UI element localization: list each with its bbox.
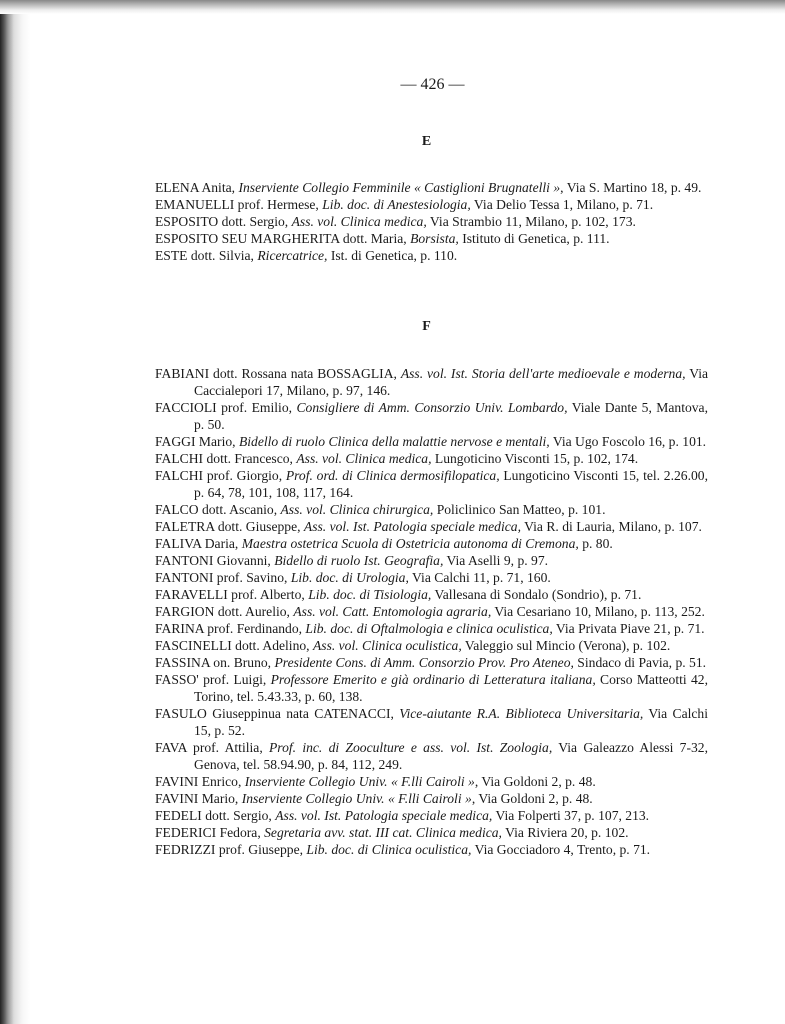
entry-role: Ass. vol. Clinica oculistica,	[312, 638, 462, 653]
directory-entry	[155, 467, 708, 501]
entry-name: FAVINI	[155, 774, 199, 789]
entry-title: prof. Giuseppe,	[215, 842, 307, 857]
entry-name: FARINA	[155, 621, 204, 636]
directory-entry	[155, 501, 708, 518]
entry-address: Vallesana di Sondalo (Sondrio), p. 71.	[431, 587, 642, 602]
entry-title: Mario,	[198, 791, 242, 806]
entry-title: prof. Savino,	[213, 570, 291, 585]
directory-entry	[155, 841, 708, 858]
directory-entry	[155, 637, 708, 654]
entry-role: Bidello di ruolo Clinica della malattie nervose e mentali,	[238, 434, 550, 449]
entry-address: Via Cesariano 10, Milano, p. 113, 252.	[491, 604, 705, 619]
entry-role: Vice-aiutante R.A. Biblioteca Universitaria,	[399, 706, 644, 721]
section-letter-f: F	[422, 319, 431, 334]
entry-address: p. 80.	[578, 536, 613, 551]
entry-role: Lib. doc. di Oftalmologia e clinica oculistica,	[305, 621, 553, 636]
directory-entry	[155, 433, 708, 450]
entry-address: , Via Goldoni 2, p. 48.	[474, 774, 596, 789]
entry-role: Inserviente Collegio Univ. « F.lli Cairoli »	[241, 791, 472, 806]
entry-address: Corso Matteotti 42, Torino, tel. 5.43.33, p. 60, 138.	[194, 672, 708, 704]
directory-entry	[155, 569, 708, 586]
entry-title: dott. Adelino,	[231, 638, 313, 653]
entry-name: FEDRIZZI	[155, 842, 216, 857]
entry-title: dott. Ascanio,	[198, 502, 281, 517]
entry-title: dott. Rossana nata BOSSAGLIA,	[209, 366, 401, 381]
entry-title: Enrico,	[198, 774, 245, 789]
entry-title: dott. Sergio,	[218, 214, 292, 229]
entry-name: FALIVA	[155, 536, 202, 551]
entry-address: Lungoticino Visconti 15, p. 102, 174.	[431, 451, 639, 466]
page-number: — 426 —	[400, 76, 465, 93]
directory-entry	[155, 705, 708, 739]
entry-title: dott. Francesco,	[203, 451, 297, 466]
entry-role: Ass. vol. Catt. Entomologia agraria,	[293, 604, 492, 619]
book-binding-edge	[0, 0, 30, 1024]
entry-title: Giovanni,	[213, 553, 275, 568]
directory-entry	[155, 671, 708, 705]
entry-address: Policlinico San Matteo, p. 101.	[433, 502, 606, 517]
entry-address: Ist. di Genetica, p. 110.	[327, 248, 458, 263]
entry-name: FALCHI	[155, 468, 204, 483]
entry-name: FAVINI	[155, 791, 199, 806]
entry-role: Lib. doc. di Anestesiologia,	[322, 197, 471, 212]
entry-title: dott. Sergio,	[201, 808, 276, 823]
directory-entry	[155, 773, 708, 790]
entry-address: Via Delio Tessa 1, Milano, p. 71.	[470, 197, 654, 212]
entry-name: FARAVELLI	[155, 587, 228, 602]
entry-role: Prof. ord. di Clinica dermosifilopatica,	[285, 468, 500, 483]
entry-role: Bidello di ruolo Ist. Geografia,	[274, 553, 444, 568]
entry-name: FALETRA	[155, 519, 215, 534]
entry-name: ESPOSITO SEU MARGHERITA	[155, 231, 340, 246]
entry-title: dott. Maria,	[339, 231, 411, 246]
entry-address: Via Calchi 11, p. 71, 160.	[408, 570, 551, 585]
section-letter-e: E	[421, 134, 432, 149]
entry-title: Mario,	[195, 434, 239, 449]
entry-role: Ass. vol. Clinica medica,	[296, 451, 432, 466]
directory-entry	[155, 603, 708, 620]
entry-address: Viale Dante 5, Mantova, p. 50.	[194, 400, 708, 432]
entry-address: Sindaco di Pavia, p. 51.	[573, 655, 707, 670]
scan-top-edge	[0, 0, 785, 14]
entry-address: Via Caccialepori 17, Milano, p. 97, 146.	[194, 366, 709, 398]
entry-name: FAVA	[155, 740, 187, 755]
entry-address: Via R. di Lauria, Milano, p. 107.	[521, 519, 702, 534]
entry-address: Valeggio sul Mincio (Verona), p. 102.	[461, 638, 671, 653]
entry-address: Via Ugo Foscolo 16, p. 101.	[549, 434, 707, 449]
entry-role: Inserviente Collegio Femminile « Castiglioni Brugnatelli »	[238, 180, 561, 195]
entry-address: Via Calchi 15, p. 52.	[194, 706, 708, 738]
entry-title: dott. Silvia,	[187, 248, 258, 263]
entry-name: FEDERICI	[155, 825, 217, 840]
directory-entry	[155, 552, 708, 569]
entry-role: Ass. vol. Clinica medica,	[291, 214, 427, 229]
entry-title: Giuseppinua nata CATENACCI,	[206, 706, 400, 721]
directory-entry	[155, 654, 708, 671]
entry-role: Ass. vol. Ist. Storia dell'arte medioevale e moderna,	[400, 366, 686, 381]
entry-title: dott. Giuseppe,	[214, 519, 304, 534]
directory-entry	[155, 824, 708, 841]
entry-address: , Via S. Martino 18, p. 49.	[560, 180, 702, 195]
entry-name: FANTONI	[155, 570, 214, 585]
entry-title: prof. Emilio,	[216, 400, 297, 415]
directory-entry	[155, 620, 708, 637]
entry-address: Via Strambio 11, Milano, p. 102, 173.	[426, 214, 636, 229]
entry-address: Lungoticino Visconti 15, tel. 2.26.00, p. 64, 78, 101, 108, 117, 164.	[194, 468, 708, 500]
entry-name: FARGION	[155, 604, 215, 619]
entry-title: prof. Luigi,	[198, 672, 271, 687]
directory-entry	[155, 586, 708, 603]
entry-name: FASSO'	[155, 672, 199, 687]
entry-address: , Via Goldoni 2, p. 48.	[471, 791, 593, 806]
entry-address: Via Galeazzo Alessi 7-32, Genova, tel. 58.94.90, p. 84, 112, 249.	[194, 740, 708, 772]
entry-name: FANTONI	[155, 553, 214, 568]
entry-title: Fedora,	[216, 825, 265, 840]
entry-role: Lib. doc. di Urologia,	[290, 570, 409, 585]
entry-title: prof. Giorgio,	[203, 468, 286, 483]
directory-entry	[155, 518, 708, 535]
entry-name: FALCHI	[155, 451, 204, 466]
entry-title: prof. Alberto,	[227, 587, 309, 602]
entry-role: Ass. vol. Clinica chirurgica,	[280, 502, 434, 517]
entry-name: FALCO	[155, 502, 199, 517]
entry-title: Daria,	[201, 536, 242, 551]
entry-title: Anita,	[198, 180, 239, 195]
directory-entry	[155, 365, 708, 399]
directory-entry	[155, 739, 708, 773]
entry-role: Ricercatrice,	[257, 248, 328, 263]
entry-role: Presidente Cons. di Amm. Consorzio Prov. Pro Ateneo,	[274, 655, 574, 670]
entry-address: Via Folperti 37, p. 107, 213.	[492, 808, 650, 823]
section-e-entries	[155, 179, 708, 264]
directory-entry	[155, 535, 708, 552]
entry-role: Professore Emerito e già ordinario di Letteratura italiana,	[270, 672, 596, 687]
entry-address: Via Aselli 9, p. 97.	[443, 553, 549, 568]
entry-name: FEDELI	[155, 808, 202, 823]
directory-entry	[155, 807, 708, 824]
entry-title: prof. Attilia,	[186, 740, 269, 755]
entry-role: Inserviente Collegio Univ. « F.lli Cairoli »	[244, 774, 475, 789]
entry-title: prof. Ferdinando,	[203, 621, 306, 636]
section-f-entries	[155, 365, 708, 858]
entry-address: Istituto di Genetica, p. 111.	[458, 231, 610, 246]
entry-name: FASSINA	[155, 655, 210, 670]
entry-name: ESTE	[155, 248, 188, 263]
directory-entry	[155, 230, 708, 247]
directory-entry	[155, 196, 708, 213]
entry-role: Segretaria avv. stat. III cat. Clinica medica,	[264, 825, 502, 840]
entry-role: Borsista,	[410, 231, 459, 246]
entry-title: dott. Aurelio,	[214, 604, 294, 619]
entry-name: FASULO	[155, 706, 207, 721]
entry-name: EMANUELLI	[155, 197, 235, 212]
entry-name: ESPOSITO	[155, 214, 219, 229]
entry-role: Lib. doc. di Clinica oculistica,	[306, 842, 472, 857]
entry-name: FAGGI	[155, 434, 196, 449]
entry-name: FACCIOLI	[155, 400, 217, 415]
directory-entry	[155, 790, 708, 807]
entry-address: Via Gocciadoro 4, Trento, p. 71.	[471, 842, 651, 857]
directory-entry	[155, 247, 708, 264]
entry-name: FABIANI	[155, 366, 210, 381]
entry-title: prof. Hermese,	[234, 197, 323, 212]
entry-title: on. Bruno,	[209, 655, 275, 670]
entry-role: Lib. doc. di Tisiologia,	[308, 587, 432, 602]
entry-role: Ass. vol. Ist. Patologia speciale medica,	[275, 808, 493, 823]
entry-address: Via Privata Piave 21, p. 71.	[552, 621, 705, 636]
entry-role: Prof. inc. di Zooculture e ass. vol. Ist. Zoologia,	[268, 740, 553, 755]
entry-name: ELENA	[155, 180, 199, 195]
entry-role: Ass. vol. Ist. Patologia speciale medica,	[303, 519, 521, 534]
entry-address: Via Riviera 20, p. 102.	[501, 825, 629, 840]
directory-entry	[155, 450, 708, 467]
entry-role: Maestra ostetrica Scuola di Ostetricia autonoma di Cremona,	[241, 536, 579, 551]
directory-entry	[155, 399, 708, 433]
entry-name: FASCINELLI	[155, 638, 232, 653]
directory-entry	[155, 179, 708, 196]
entry-role: Consigliere di Amm. Consorzio Univ. Lombardo,	[296, 400, 568, 415]
directory-entry	[155, 213, 708, 230]
